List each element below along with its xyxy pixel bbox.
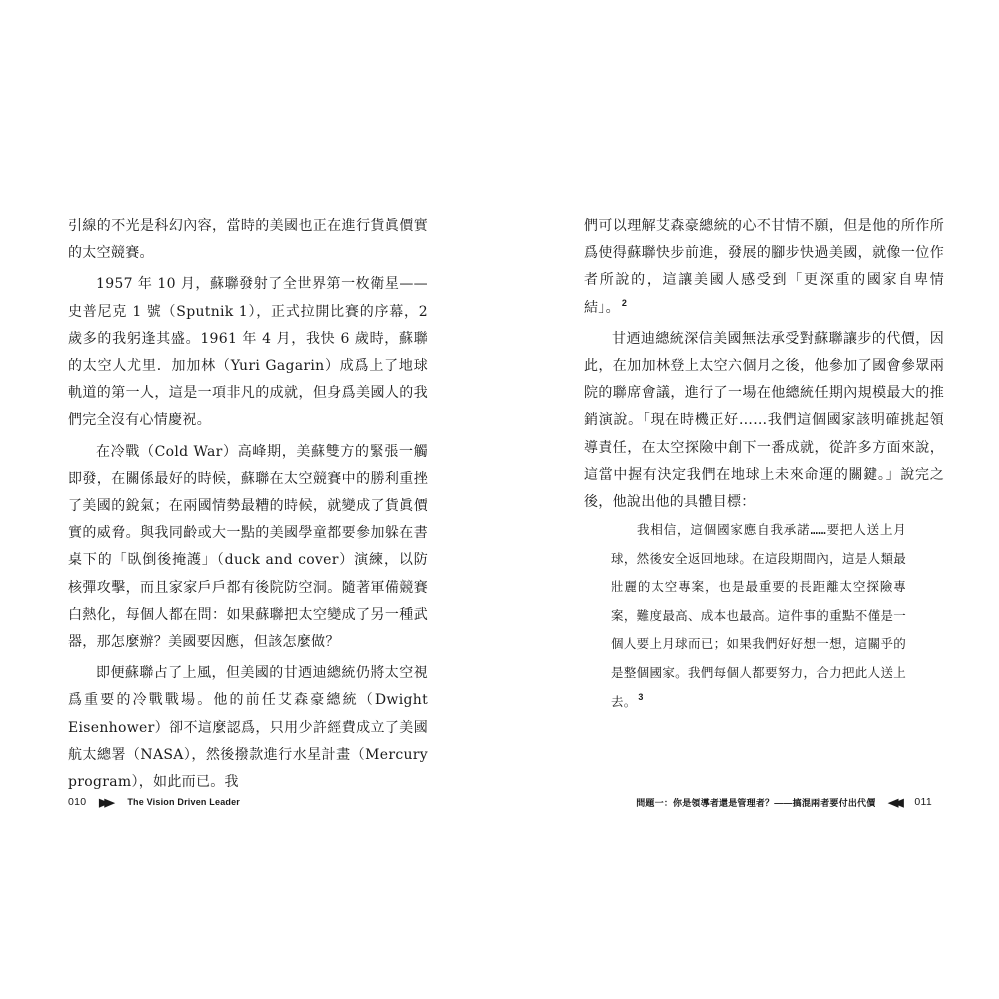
- page-number: 011: [914, 796, 932, 808]
- paragraph: 即便蘇聯占了上風，但美國的甘迺迪總統仍將太空視爲重要的冷戰戰場。他的前任艾森豪總統（Dwight Eisenhower）卻不這麼認爲，只用少許經費成立了美國航太總署（NASA），然後撥款進行水星計畫（Mercury program），如此而已。我: [68, 665, 428, 791]
- paragraph: 甘迺迪總統深信美國無法承受對蘇聯讓步的代價，因此，在加加林登上太空六個月之後，他參加了國會參眾兩院的聯席會議，進行了一場在他總統任期內規模最大的推銷演說。「現在時機正好……我們這個國家該明確挑起領導責任，在太空探險中創下一番成就，從許多方面來說，這當中握有決定我們在地球上未來命運的關鍵。」說完之後，他說出他的具體目標：: [584, 330, 944, 511]
- left-page-body: [68, 213, 428, 800]
- footnote-marker: 2: [621, 297, 628, 308]
- block-quote: [611, 516, 906, 716]
- page-number: 010: [68, 796, 87, 808]
- right-footer: [584, 795, 932, 809]
- paragraph: 在冷戰（Cold War）高峰期，美蘇雙方的緊張一觸即發，在關係最好的時候，蘇聯在太空競賽中的勝利重挫了美國的銳氣；在兩國情勢最糟的時候，就變成了貨眞價實的威脅。與我同齡或大一點的美國學童都要參加躲在書桌下的「臥倒後掩護」（duck and cover）演練，以防核彈攻擊，而且家家戶戶都有後院防空洞。隨著軍備競賽白熱化，每個人都在問：如果蘇聯把太空變成了另一種武器，那怎麼辦？美國要因應，但該怎麼做？: [68, 443, 428, 651]
- footnote-marker: 3: [638, 692, 644, 703]
- quote-text: 我相信，這個國家應自我承諾……要把人送上月球，然後安全返回地球。在這段期間內，這是人類最壯麗的太空專案，也是最重要的長距離太空探險專案，難度最高、成本也最高。這件事的重點不僅是一個人要上月球而已；如果我們好好想一想，這關乎的是整個國家。我們每個人都要努力，合力把此人送上去。: [611, 522, 906, 709]
- double-arrow-left-icon: ◀◀: [888, 796, 900, 809]
- running-head: 問題一：你是領導者還是管理者？——搞混兩者要付出代價: [636, 797, 876, 808]
- double-arrow-right-icon: ▶▶: [99, 796, 111, 809]
- left-footer: [68, 795, 428, 809]
- paragraph-text: 們可以理解艾森豪總統的心不甘情不願，但是他的所作所爲使得蘇聯快步前進，發展的腳步快過美國，就像一位作者所說的，這讓美國人感受到「更深重的國家自卑情結」。: [584, 218, 944, 316]
- right-page-body: [584, 213, 944, 520]
- paragraph: 引線的不光是科幻內容，當時的美國也正在進行貨眞價實的太空競賽。: [68, 218, 428, 262]
- running-head: The Vision Driven Leader: [127, 797, 241, 807]
- paragraph: [584, 213, 944, 322]
- paragraph: 1957 年 10 月，蘇聯發射了全世界第一枚衛星——史普尼克 1 號（Sputnik 1），正式拉開比賽的序幕，2 歲多的我躬逢其盛。1961 年 4 月，我快 6 歲時，蘇聯的太空人尤里．加加林（Yuri Gagarin）成爲上了地球軌道的第一人，這是一項非凡的成就，但身爲美國人的我們完全沒有心情慶祝。: [68, 276, 428, 429]
